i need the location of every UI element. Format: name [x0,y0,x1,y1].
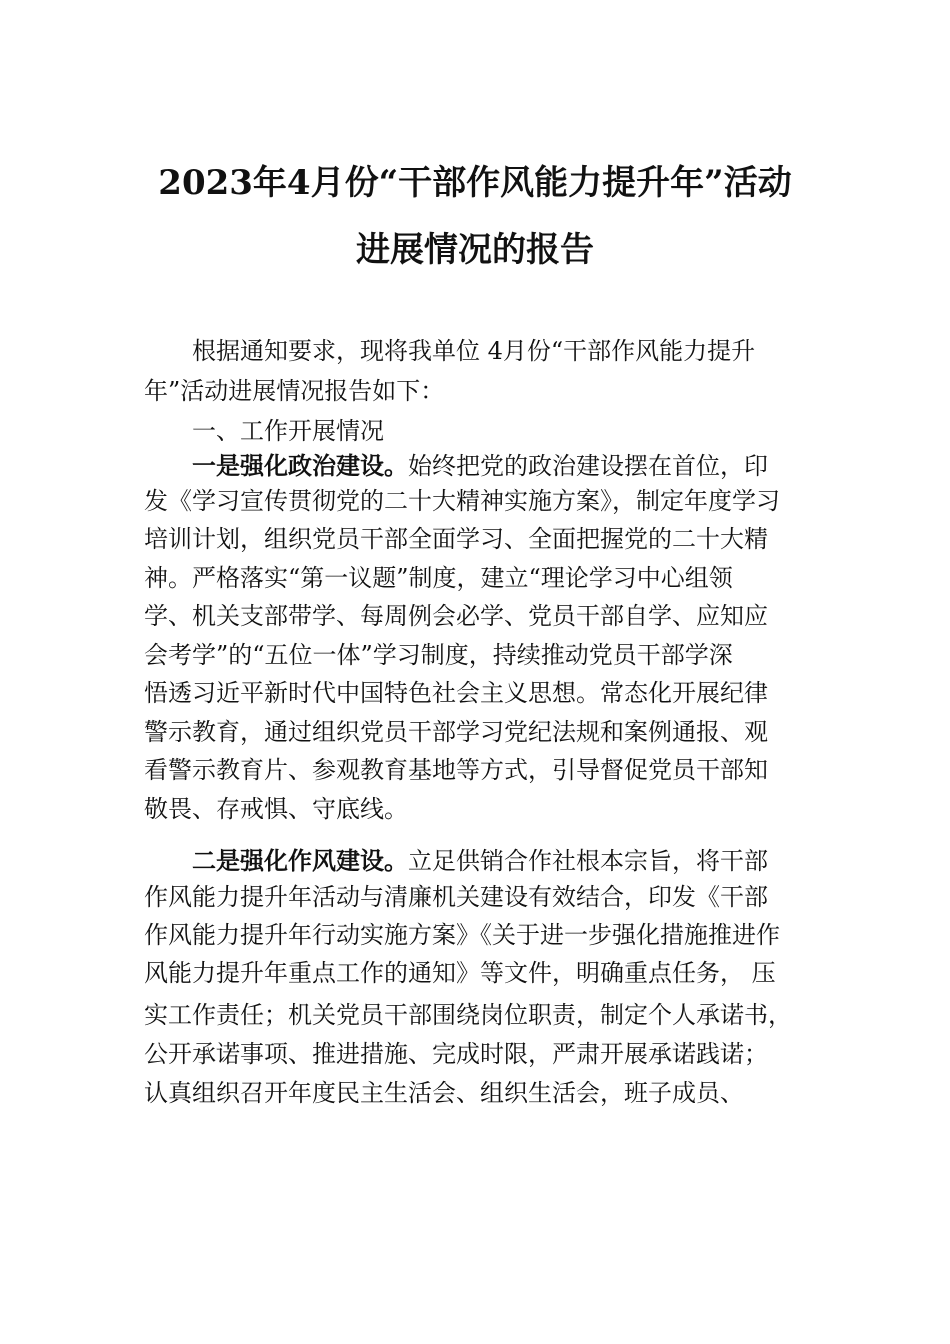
para1-first-line [192,448,768,484]
para2-line: 公开承诺事项、推进措施、完成时限，严肃开展承诺践诺； [144,1040,768,1068]
intro-line-1: 根据通知要求，现将我单位 4月份“干部作风能力提升 [192,337,756,365]
para2-line: 风能力提升年重点工作的通知》等文件，明确重点任务， 压 [144,959,776,987]
para2-line: 认真组织召开年度民主生活会、组织生活会，班子成员、 [144,1079,744,1107]
para1-line: 悟透习近平新时代中国特色社会主义思想。常态化开展纪律 [144,679,768,707]
para1-line: 敬畏、存戒惧、守底线。 [144,795,408,823]
para1-line: 神。严格落实“第一议题”制度，建立“理论学习中心组领 [144,564,733,592]
para2-lead: 二是强化作风建设。 [192,847,408,875]
para1-line: 学、机关支部带学、每周例会必学、党员干部自学、应知应 [144,602,768,630]
para1-line: 看警示教育片、参观教育基地等方式，引导督促党员干部知 [144,756,768,784]
para2-line: 实工作责任；机关党员干部围绕岗位职责，制定个人承诺书， [144,1001,792,1029]
para2-first-line-text: 立足供销合作社根本宗旨，将干部 [408,847,768,875]
para1-line: 会考学”的“五位一体”学习制度，持续推动党员干部学深 [144,641,733,669]
intro-line-2: 年”活动进展情况报告如下： [144,377,445,405]
document-title-line-2: 进展情况的报告 [356,230,594,270]
para2-line: 作风能力提升年行动实施方案》《关于进一步强化措施推进作 [144,921,780,949]
para1-first-line-text: 始终把党的政治建设摆在首位，印 [408,452,768,480]
section-heading: 一、工作开展情况 [192,417,384,445]
para1-lead: 一是强化政治建设。 [192,452,408,480]
para1-line: 培训计划，组织党员干部全面学习、全面把握党的二十大精 [144,525,768,553]
para1-line: 发《学习宣传贯彻党的二十大精神实施方案》，制定年度学习 [144,487,780,515]
para2-line: 作风能力提升年活动与清廉机关建设有效结合，印发《干部 [144,883,768,911]
document-title-line-1: 2023年4月份“干部作风能力提升年”活动 [158,163,792,203]
para2-first-line [192,843,768,879]
para1-line: 警示教育，通过组织党员干部学习党纪法规和案例通报、观 [144,718,768,746]
